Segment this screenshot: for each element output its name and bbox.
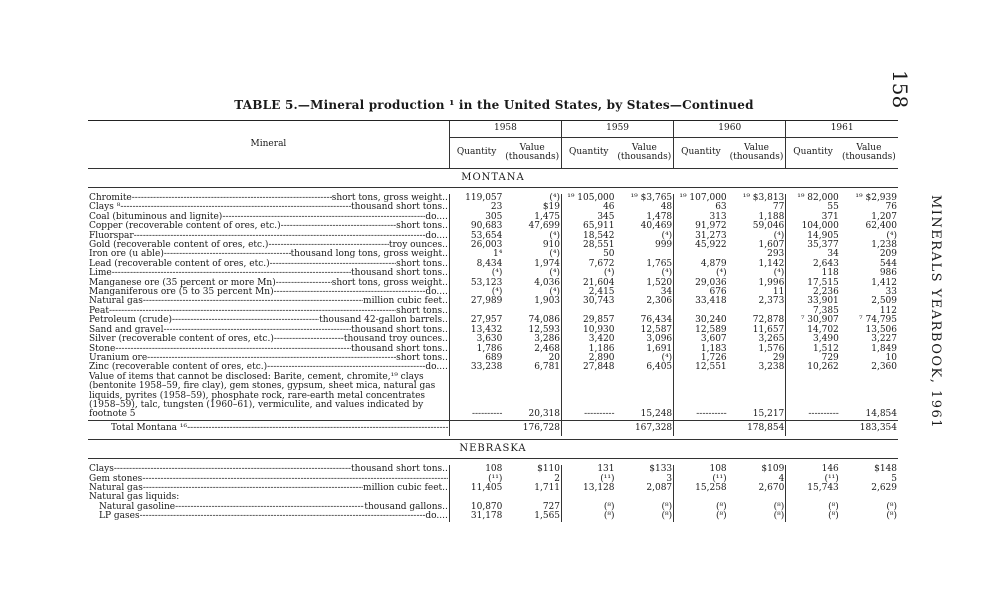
quantity-cell: 33,901 [786, 297, 840, 306]
mineral-unit: do.... [425, 287, 448, 298]
undisclosed-blank: ---------- [562, 373, 616, 421]
value-cell: 2 [554, 473, 561, 484]
value-cell: 20 [548, 352, 561, 363]
mineral-unit: thousand short tons.. [351, 268, 448, 279]
quantity-cell: 50 [562, 250, 616, 259]
value-cell: 727 [542, 501, 561, 512]
quantity-cell: 10,930 [562, 326, 616, 335]
quantity-cell: 65,911 [562, 222, 616, 231]
quantity-cell: 11,405 [449, 484, 503, 493]
value-cell: 3,238 [758, 362, 785, 373]
quantity-cell: 1,186 [562, 345, 616, 354]
quantity-cell: 90,683 [449, 222, 503, 231]
mineral-name-cell [88, 222, 449, 231]
mineral-unit: thousand short tons.. [351, 464, 448, 475]
quantity-cell: 55 [786, 203, 840, 212]
quantity-cell: 27,989 [449, 297, 503, 306]
quantity-cell: (⁴) [562, 269, 616, 278]
quantity-cell: 53,654 [449, 232, 503, 241]
value-cell: $133 [649, 464, 673, 475]
quantity-cell: 10,262 [786, 363, 840, 372]
mineral-unit: thousand short tons.. [351, 343, 448, 354]
table-row [88, 484, 898, 493]
mineral-unit: short tons.. [396, 258, 448, 269]
value-cell: 4,036 [534, 277, 561, 288]
mineral-name: Iron ore (u able) [89, 249, 164, 260]
value-cell: ¹⁹ $3,765 [630, 193, 673, 203]
mineral-unit: do.... [425, 211, 448, 222]
mineral-unit: thousand short tons.. [351, 324, 448, 335]
quantity-cell: 35,377 [786, 241, 840, 250]
quantity-cell: 63 [674, 203, 728, 212]
quantity-cell: 104,000 [786, 222, 840, 231]
value-header: Value (thousands) [616, 138, 674, 169]
value-cell: 76 [885, 202, 897, 213]
quantity-cell: 1,183 [674, 345, 728, 354]
total-label-cell [88, 420, 449, 436]
mineral-name: Petroleum (crude) [89, 315, 172, 326]
value-cell: 2,360 [871, 362, 897, 373]
value-cell: (⁴) [773, 230, 785, 241]
quantity-cell: 13,432 [449, 326, 503, 335]
quantity-cell: (⁴) [449, 269, 503, 278]
year-header: 1960 [674, 121, 786, 138]
value-cell: (⁴) [549, 287, 561, 298]
mineral-name: Lime [89, 268, 112, 279]
value-cell: 1,475 [534, 211, 561, 222]
value-cell: 986 [879, 268, 897, 279]
quantity-cell: 26,003 [449, 241, 503, 250]
value-cell: 47,699 [528, 221, 561, 232]
quantity-cell: (¹¹) [449, 475, 503, 484]
value-cell: (⁸) [661, 511, 673, 522]
mineral-unit: thousand 42-gallon barrels.. [319, 315, 448, 326]
quantity-cell: 12,589 [674, 326, 728, 335]
mineral-name: Gem stones [89, 473, 143, 484]
quantity-cell: ⁷ 30,907 [786, 316, 840, 325]
value-cell: 11,657 [752, 324, 785, 335]
mineral-unit: troy ounces.. [388, 240, 448, 251]
value-cell: 48 [660, 202, 673, 213]
quantity-cell: 21,604 [562, 279, 616, 288]
quantity-cell: 46 [562, 203, 616, 212]
quantity-cell: 3,420 [562, 335, 616, 344]
value-cell: 1,765 [646, 258, 673, 269]
value-cell: 10 [885, 352, 897, 363]
value-cell: 544 [879, 258, 897, 269]
value-cell: 112 [879, 305, 897, 316]
quantity-cell: 27,957 [449, 316, 503, 325]
quantity-cell: 23 [449, 203, 503, 212]
value-cell: 1,849 [871, 343, 897, 354]
quantity-cell: 3,607 [674, 335, 728, 344]
mineral-name: Clays ⁸ [89, 202, 121, 213]
value-cell: (⁸) [661, 501, 673, 512]
value-cell: (⁴) [549, 249, 561, 260]
table-title: TABLE 5.—Mineral production ¹ in the United States, by States—Continued [234, 98, 754, 112]
value-cell: 74,086 [528, 315, 561, 326]
undisclosed-value: 20,318 [528, 409, 561, 420]
quantity-cell: 3,490 [786, 335, 840, 344]
value-cell: 3,096 [646, 334, 673, 345]
quantity-cell: 18,542 [562, 232, 616, 241]
mineral-unit: short tons.. [396, 221, 448, 232]
value-cell: (⁴) [549, 193, 561, 203]
value-header: Value (thousands) [728, 138, 786, 169]
quantity-cell: 10,870 [449, 503, 503, 512]
value-cell: 34 [660, 287, 673, 298]
table-row [88, 512, 898, 521]
value-cell: 1,520 [646, 277, 673, 288]
mineral-unit: short tons.. [396, 352, 448, 363]
undisclosed-value: 15,248 [640, 409, 673, 420]
mineral-unit: short tons, gross weight.. [331, 277, 448, 288]
undisclosed-row [88, 373, 898, 421]
mineral-name: Uranium ore [89, 352, 148, 363]
quantity-cell: 30,743 [562, 297, 616, 306]
value-cell: 29 [772, 352, 785, 363]
quantity-cell: 689 [449, 354, 503, 363]
year-header: 1961 [786, 121, 898, 138]
value-cell: (⁸) [886, 511, 897, 522]
mineral-unit: thousand long tons, gross weight.. [290, 249, 448, 260]
quantity-cell: 15,743 [786, 484, 840, 493]
quantity-cell: (⁸) [786, 512, 840, 521]
quantity-header: Quantity [449, 138, 503, 169]
value-cell: 2,468 [534, 343, 561, 354]
quantity-cell: ¹⁹ 82,000 [786, 194, 840, 203]
value-cell: 6,405 [646, 362, 673, 373]
quantity-header: Quantity [674, 138, 728, 169]
mineral-name: Manganese ore (35 percent or more Mn) [89, 277, 276, 288]
quantity-cell: (¹¹) [786, 475, 840, 484]
total-value: 183,354 [840, 420, 898, 436]
mineral-name: Natural gasoline [99, 501, 176, 512]
mineral-name: Natural gas [89, 482, 143, 493]
value-cell: ¹⁹ $3,813 [742, 193, 785, 203]
quantity-cell: 1⁴ [449, 250, 503, 259]
mineral-name: LP gases [99, 511, 140, 522]
value-cell: 6,781 [534, 362, 561, 373]
quantity-cell: (⁴) [449, 288, 503, 297]
quantity-cell: 29,857 [562, 316, 616, 325]
quantity-cell: 14,702 [786, 326, 840, 335]
value-cell: 1,478 [646, 211, 673, 222]
quantity-cell: 2,236 [786, 288, 840, 297]
mineral-name-cell [88, 512, 449, 521]
quantity-cell: 146 [786, 465, 840, 474]
mineral-production-table [88, 120, 898, 522]
value-cell: $109 [761, 464, 785, 475]
quantity-cell: 45,922 [674, 241, 728, 250]
value-cell: 76,434 [640, 315, 673, 326]
mineral-name: Gold (recoverable content of ores, etc.) [89, 240, 269, 251]
mineral-unit: thousand troy ounces.. [343, 334, 448, 345]
value-cell: 1,188 [758, 211, 785, 222]
mineral-name: Zinc (recoverable content of ores, etc.) [89, 362, 268, 373]
undisclosed-blank: ---------- [449, 373, 503, 421]
mineral-unit: short tons, gross weight.. [331, 193, 448, 203]
mineral-name-cell [88, 503, 449, 512]
quantity-cell: 676 [674, 288, 728, 297]
total-value: 178,854 [728, 420, 786, 436]
mineral-name-cell [88, 465, 449, 474]
value-cell: $110 [537, 464, 561, 475]
quantity-cell: 2,415 [562, 288, 616, 297]
value-cell: (⁴) [549, 268, 561, 279]
value-cell: 13,506 [865, 324, 897, 335]
value-cell: 3,286 [534, 334, 561, 345]
quantity-cell: (⁸) [786, 503, 840, 512]
value-cell: 62,400 [865, 221, 897, 232]
quantity-cell: 33,238 [449, 363, 503, 372]
quantity-cell: 108 [674, 465, 728, 474]
value-cell: (⁴) [773, 268, 785, 279]
quantity-cell: 4,879 [674, 260, 728, 269]
quantity-cell: 305 [449, 213, 503, 222]
value-cell: (⁴) [661, 352, 673, 363]
value-cell: (⁸) [773, 501, 785, 512]
value-cell: 1,412 [871, 277, 897, 288]
value-cell: 40,469 [640, 221, 673, 232]
quantity-cell: ¹⁹ 105,000 [562, 194, 616, 203]
quantity-cell: 7,385 [786, 307, 840, 316]
undisclosed-blank: ---------- [786, 373, 840, 421]
value-cell: ¹⁹ $2,939 [855, 193, 897, 203]
mineral-unit: short tons.. [396, 305, 448, 316]
quantity-header: Quantity [562, 138, 616, 169]
quantity-cell: ¹⁹ 107,000 [674, 194, 728, 203]
quantity-cell: 27,848 [562, 363, 616, 372]
quantity-cell: 729 [786, 354, 840, 363]
value-cell: ⁷ 74,795 [859, 315, 897, 326]
quantity-cell: (¹¹) [562, 475, 616, 484]
value-cell: 1,607 [758, 240, 785, 251]
undisclosed-value: 14,854 [865, 409, 897, 420]
value-cell: 999 [654, 240, 673, 251]
table-row [88, 297, 898, 306]
quantity-cell: (⁸) [674, 512, 728, 521]
value-cell: (⁴) [549, 230, 561, 241]
quantity-cell: 12,551 [674, 363, 728, 372]
value-cell: 1,238 [871, 240, 897, 251]
value-cell: 3,265 [758, 334, 785, 345]
value-header: Value (thousands) [840, 138, 898, 169]
value-cell: 2,629 [871, 482, 897, 493]
quantity-cell: 31,273 [674, 232, 728, 241]
mineral-unit: million cubic feet.. [363, 296, 448, 307]
quantity-cell: 345 [562, 213, 616, 222]
value-cell: 1,207 [871, 211, 897, 222]
total-value: 167,328 [616, 420, 674, 436]
year-header: 1958 [449, 121, 561, 138]
quantity-cell: 31,178 [449, 512, 503, 521]
value-cell: 2,670 [758, 482, 785, 493]
mineral-name: Copper (recoverable content of ores, etc.) [89, 221, 281, 232]
state-heading: NEBRASKA [88, 440, 898, 459]
value-cell: 1,903 [534, 296, 561, 307]
quantity-cell: 30,240 [674, 316, 728, 325]
quantity-cell: 28,551 [562, 241, 616, 250]
quantity-cell: (⁴) [674, 269, 728, 278]
mineral-unit: do.... [425, 230, 448, 241]
mineral-name: Silver (recoverable content of ores, etc.) [89, 334, 274, 345]
mineral-unit: do.... [425, 362, 448, 373]
value-cell: 1,974 [534, 258, 561, 269]
quantity-cell: (⁸) [562, 512, 616, 521]
value-cell: 33 [885, 287, 897, 298]
value-cell: 5 [891, 473, 897, 484]
value-cell: 77 [772, 202, 785, 213]
quantity-cell: 313 [674, 213, 728, 222]
value-cell: (⁸) [773, 511, 785, 522]
value-header: Value (thousands) [503, 138, 561, 169]
value-cell: 59,046 [752, 221, 785, 232]
mineral-name: Fluorspar [89, 230, 134, 241]
value-cell: 1,711 [534, 482, 561, 493]
quantity-cell: 14,905 [786, 232, 840, 241]
mineral-name: Lead (recoverable content of ores, etc.) [89, 258, 270, 269]
value-cell: 11 [772, 287, 785, 298]
quantity-cell: 1,786 [449, 345, 503, 354]
mineral-name: Natural gas [89, 296, 143, 307]
value-cell: 12,593 [528, 324, 561, 335]
value-cell: 1,691 [646, 343, 673, 354]
mineral-header: Mineral [88, 121, 449, 169]
quantity-cell: 15,258 [674, 484, 728, 493]
value-cell: (⁴) [661, 230, 673, 241]
undisclosed-value: 15,217 [752, 409, 785, 420]
value-cell: 910 [542, 240, 561, 251]
value-cell: 2,087 [646, 482, 673, 493]
quantity-cell: 34 [786, 250, 840, 259]
value-cell: 1,576 [758, 343, 785, 354]
value-cell: 3 [666, 473, 673, 484]
value-cell: 2,509 [871, 296, 897, 307]
mineral-name: Peat [89, 305, 109, 316]
quantity-cell: 13,128 [562, 484, 616, 493]
quantity-cell: 29,036 [674, 279, 728, 288]
quantity-cell: 8,434 [449, 260, 503, 269]
quantity-cell: 2,643 [786, 260, 840, 269]
mineral-name: Sand and gravel [89, 324, 164, 335]
state-heading: MONTANA [88, 169, 898, 188]
value-cell: 1,565 [534, 511, 561, 522]
value-cell: 209 [879, 249, 897, 260]
total-value: 176,728 [503, 420, 561, 436]
value-cell: 293 [767, 249, 785, 260]
mineral-unit: million cubic feet.. [363, 482, 448, 493]
quantity-cell: 1,512 [786, 345, 840, 354]
quantity-cell: 91,972 [674, 222, 728, 231]
running-header: MINERALS YEARBOOK, 1961 [928, 195, 943, 430]
mineral-name: Chromite [89, 193, 132, 203]
quantity-cell: 33,418 [674, 297, 728, 306]
value-cell: $19 [542, 202, 561, 213]
value-cell: 2,306 [646, 296, 673, 307]
quantity-cell: 17,515 [786, 279, 840, 288]
quantity-cell: (⁸) [562, 503, 616, 512]
quantity-header: Quantity [786, 138, 840, 169]
quantity-cell: 2,890 [562, 354, 616, 363]
value-cell: 2,373 [758, 296, 785, 307]
mineral-name: Coal (bituminous and lignite) [89, 211, 223, 222]
value-cell: $148 [874, 464, 897, 475]
mineral-name: Manganiferous ore (5 to 35 percent Mn) [89, 287, 274, 298]
mineral-name: Clays [89, 464, 114, 475]
quantity-cell: 7,672 [562, 260, 616, 269]
undisclosed-blank: ---------- [674, 373, 728, 421]
value-cell: (⁴) [886, 230, 897, 241]
undisclosed-text: Value of items that cannot be disclosed: Barite, cement, chromite,¹⁹ clays (bentonite 1958–59, fire clay), gem stones, gypsum, sheet mica, natural gas liquids, pyrites (1958–59), phosphate rock, rare-earth metal concentrates (1958–59), talc, tungsten (1960–61), vermiculite, and values indicated by footnote 5 [89, 371, 436, 420]
quantity-cell: 371 [786, 213, 840, 222]
quantity-cell: 53,123 [449, 279, 503, 288]
quantity-cell: 1,726 [674, 354, 728, 363]
quantity-cell: 3,630 [449, 335, 503, 344]
value-cell: 1,996 [758, 277, 785, 288]
mineral-unit: thousand gallons.. [364, 501, 448, 512]
value-cell: 3,227 [871, 334, 897, 345]
mineral-name: Natural gas liquids: [89, 492, 180, 503]
mineral-unit: thousand short tons.. [351, 202, 448, 213]
value-cell: (⁸) [886, 501, 897, 512]
value-cell: 72,878 [752, 315, 785, 326]
mineral-unit: do.... [425, 511, 448, 522]
total-label: Total Montana ¹⁶ [111, 422, 188, 433]
page-number: 158 [888, 70, 912, 109]
quantity-cell: 118 [786, 269, 840, 278]
value-cell: 4 [778, 473, 785, 484]
mineral-name: Stone [89, 343, 116, 354]
quantity-cell: (¹¹) [674, 475, 728, 484]
value-cell: (⁴) [661, 268, 673, 279]
quantity-cell: 108 [449, 465, 503, 474]
year-header: 1959 [562, 121, 674, 138]
quantity-cell: 131 [562, 465, 616, 474]
quantity-cell: (⁸) [674, 503, 728, 512]
total-row [88, 420, 898, 436]
value-cell: 1,142 [758, 258, 785, 269]
value-cell: 12,587 [640, 324, 673, 335]
quantity-cell: 119,057 [449, 194, 503, 203]
